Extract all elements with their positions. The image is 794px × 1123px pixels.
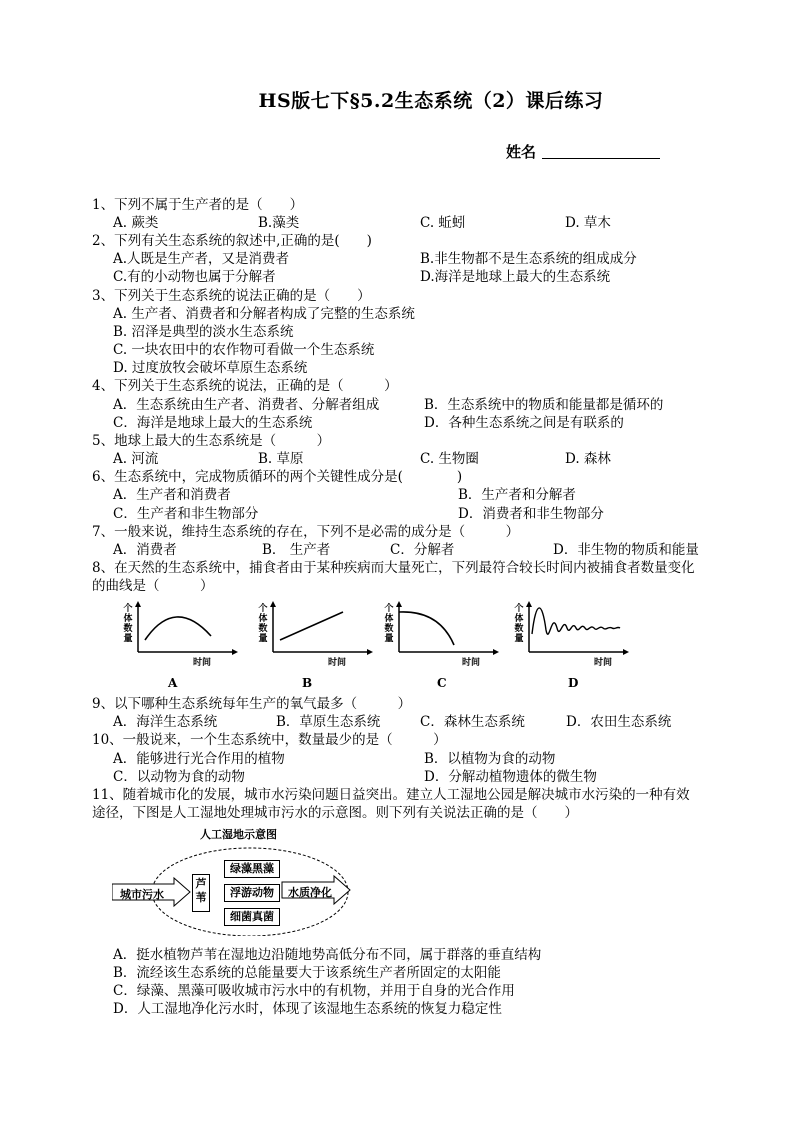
question-4: 4、下列关于生态系统的说法，正确的是（ ） — [92, 378, 398, 394]
question-6: 6、生态系统中，完成物质循环的两个关键性成分是( ) — [92, 469, 463, 485]
graph-d-y-label: 个体数量 — [514, 604, 524, 644]
name-field[interactable]: 姓名 — [506, 141, 660, 162]
q10-option-a[interactable]: A．能够进行光合作用的植物 — [113, 751, 285, 767]
q5-option-b[interactable]: B. 草原 — [258, 451, 304, 467]
diagram-plankton-box: 浮游动物 — [224, 884, 280, 902]
q10-option-b[interactable]: B．以植物为食的动物 — [424, 751, 556, 767]
diagram-output-label: 水质净化 — [288, 886, 332, 899]
q5-option-a[interactable]: A. 河流 — [113, 451, 159, 467]
question-2: 2、下列有关生态系统的叙述中,正确的是( ) — [92, 233, 372, 249]
graph-b-y-label: 个体数量 — [258, 604, 268, 644]
graph-a[interactable] — [123, 600, 238, 670]
q9-option-a[interactable]: A．海洋生态系统 — [113, 714, 218, 730]
question-5: 5、地球上最大的生态系统是（ ） — [92, 433, 331, 449]
q1-option-c[interactable]: C. 蚯蚓 — [420, 215, 466, 231]
q11-option-b[interactable]: B．流经该生态系统的总能量要大于该系统生产者所固定的太阳能 — [113, 965, 501, 981]
name-blank-line[interactable] — [542, 144, 660, 159]
graph-c[interactable] — [384, 600, 499, 670]
graph-b[interactable] — [258, 600, 373, 670]
graph-b-plot — [258, 600, 373, 670]
question-9: 9、以下哪种生态系统每年生产的氧气最多（ ） — [92, 696, 412, 712]
graph-b-label[interactable]: B — [302, 676, 313, 690]
graph-d-x-label: 时间 — [594, 658, 613, 668]
graph-d[interactable] — [514, 600, 629, 670]
diagram-algae-box: 绿藻黑藻 — [224, 860, 280, 878]
q3-option-b[interactable]: B. 沼泽是典型的淡水生态系统 — [113, 324, 294, 340]
wetland-diagram — [112, 826, 362, 936]
q1-option-a[interactable]: A. 蕨类 — [113, 215, 159, 231]
diagram-plant-box: 芦苇 — [192, 874, 210, 912]
q9-option-c[interactable]: C．森林生态系统 — [420, 714, 525, 730]
question-10: 10、一般说来，一个生态系统中，数量最少的是（ ） — [92, 732, 447, 748]
q11-option-a[interactable]: A．挺水植物芦苇在湿地边沿随地势高低分布不同，属于群落的垂直结构 — [113, 947, 542, 963]
diagram-bacteria-box: 细菌真菌 — [224, 908, 280, 926]
q2-option-c[interactable]: C.有的小动物也属于分解者 — [113, 269, 276, 285]
q1-option-b[interactable]: B.藻类 — [258, 215, 300, 231]
graph-a-plot — [123, 600, 238, 670]
q7-option-a[interactable]: A．消费者 — [113, 542, 177, 558]
graph-a-y-label: 个体数量 — [123, 604, 133, 644]
q2-option-d[interactable]: D.海洋是地球上最大的生态系统 — [420, 269, 611, 285]
diagram-title: 人工湿地示意图 — [200, 828, 277, 841]
q3-option-a[interactable]: A. 生产者、消费者和分解者构成了完整的生态系统 — [113, 306, 415, 322]
question-3: 3、下列关于生态系统的说法正确的是（ ） — [92, 288, 371, 304]
q2-option-b[interactable]: B.非生物都不是生态系统的组成成分 — [420, 251, 637, 267]
q4-option-b[interactable]: B．生态系统中的物质和能量都是循环的 — [424, 397, 664, 413]
q7-option-b[interactable]: B． 生产者 — [262, 542, 331, 558]
q11-option-d[interactable]: D．人工湿地净化污水时，体现了该湿地生态系统的恢复力稳定性 — [113, 1001, 502, 1017]
q7-option-c[interactable]: C．分解者 — [390, 542, 455, 558]
q6-option-d[interactable]: D．消费者和非生物部分 — [458, 506, 604, 522]
q4-option-c[interactable]: C．海洋是地球上最大的生态系统 — [113, 415, 313, 431]
question-11: 11、随着城市化的发展，城市水污染问题日益突出。建立人工湿地公园是解决城市水污染的一种有效途径，下图是人工湿地处理城市污水的示意图。则下列有关说法正确的是（ ） — [92, 787, 690, 821]
graph-d-label[interactable]: D — [568, 676, 579, 690]
graph-a-label[interactable]: A — [168, 676, 178, 690]
q6-option-a[interactable]: A．生产者和消费者 — [113, 487, 231, 503]
question-8: 8、在天然的生态系统中，捕食者由于某种疾病而大量死亡，下列最符合较长时间内被捕食者数量变化的曲线是（ ） — [92, 560, 695, 594]
question-1: 1、下列不属于生产者的是（ ） — [92, 197, 304, 213]
q4-option-d[interactable]: D．各种生态系统之间是有联系的 — [424, 415, 624, 431]
q4-option-a[interactable]: A．生态系统由生产者、消费者、分解者组成 — [113, 397, 380, 413]
graph-b-x-label: 时间 — [328, 658, 347, 668]
q3-option-d[interactable]: D. 过度放牧会破坏草原生态系统 — [113, 360, 308, 376]
question-7: 7、一般来说，维持生态系统的存在，下列不是必需的成分是（ ） — [92, 524, 520, 540]
q6-option-c[interactable]: C．生产者和非生物部分 — [113, 506, 259, 522]
graph-c-y-label: 个体数量 — [384, 604, 394, 644]
diagram-input-label: 城市污水 — [120, 888, 164, 901]
q11-option-c[interactable]: C．绿藻、黑藻可吸收城市污水中的有机物，并用于自身的光合作用 — [113, 983, 515, 999]
q2-option-a[interactable]: A.人既是生产者，又是消费者 — [113, 251, 290, 267]
q1-option-d[interactable]: D. 草木 — [565, 215, 611, 231]
q10-option-d[interactable]: D．分解动植物遗体的微生物 — [424, 769, 597, 785]
graph-a-x-label: 时间 — [193, 658, 212, 668]
q10-option-c[interactable]: C．以动物为食的动物 — [113, 769, 245, 785]
graph-c-label[interactable]: C — [437, 676, 447, 690]
q9-option-b[interactable]: B．草原生态系统 — [276, 714, 381, 730]
graph-c-x-label: 时间 — [462, 658, 481, 668]
q5-option-c[interactable]: C. 生物圈 — [420, 451, 479, 467]
page-title: HS版七下§5.2生态系统（2）课后练习 — [258, 90, 604, 112]
q3-option-c[interactable]: C. 一块农田中的农作物可看做一个生态系统 — [113, 342, 375, 358]
q6-option-b[interactable]: B．生产者和分解者 — [458, 487, 576, 503]
graph-c-plot — [384, 600, 499, 670]
q9-option-d[interactable]: D．农田生态系统 — [566, 714, 672, 730]
q7-option-d[interactable]: D．非生物的物质和能量 — [553, 542, 699, 558]
q5-option-d[interactable]: D. 森林 — [565, 451, 611, 467]
